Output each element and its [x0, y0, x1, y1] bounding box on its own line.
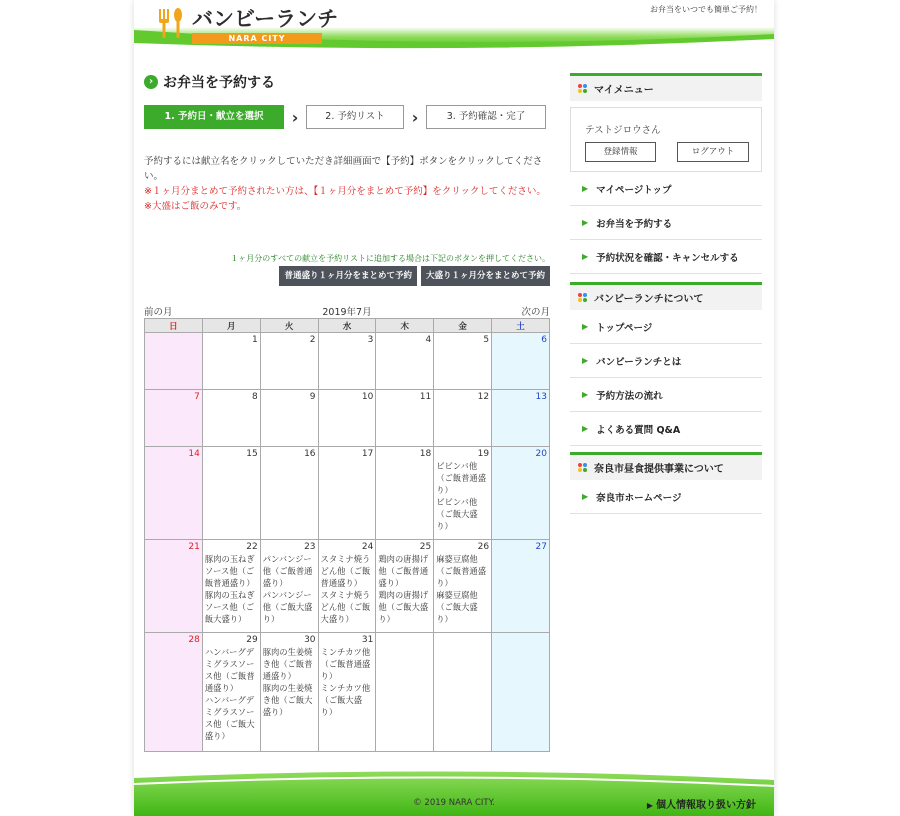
day-number: 10 — [361, 392, 374, 402]
site-header — [134, 0, 774, 52]
sidebar-item-label: バンビーランチとは — [596, 356, 682, 368]
sidebar — [570, 73, 762, 514]
sidebar-item-label: 予約方法の流れ — [596, 390, 663, 402]
next-month-link[interactable]: 次の月 — [521, 307, 550, 318]
sidebar-item-nara-city[interactable] — [570, 480, 762, 514]
calendar-week-row — [145, 447, 550, 540]
calendar-day-cell — [492, 390, 550, 447]
privacy-policy-label: 個人情報取り扱い方針 — [656, 800, 756, 811]
menu-link[interactable]: ビビンバ他（ご飯普通盛り） — [436, 461, 487, 495]
bulk-notice: ※１ヶ月分まとめて予約されたい方は、【１ヶ月分をまとめて予約】をクリックしてください。 — [144, 186, 546, 197]
sidebar-heading-my-menu — [570, 73, 762, 101]
menu-link[interactable]: ミンチカツ他（ご飯普通盛り） — [320, 647, 371, 681]
page-title-text: お弁当を予約する — [163, 75, 275, 91]
day-number: 27 — [535, 542, 547, 552]
day-number: 5 — [483, 335, 490, 345]
day-number: 25 — [419, 542, 432, 552]
weekday-header: 金 — [434, 319, 492, 333]
calendar-body — [145, 333, 550, 752]
step-reservation-list: 2. 予約リスト — [306, 105, 404, 129]
copyright: © 2019 NARA CITY. — [413, 798, 495, 808]
weekday-header: 日 — [145, 319, 203, 333]
current-month: 2019年7月 — [322, 307, 372, 318]
dots-icon — [578, 293, 588, 303]
calendar-day-cell — [376, 447, 434, 540]
menu-link[interactable]: 豚肉の生姜焼き他（ご飯大盛り） — [262, 683, 313, 717]
triangle-right-icon: ▶ — [646, 801, 653, 810]
sidebar-item-status[interactable] — [570, 240, 762, 274]
calendar-day-cell — [145, 390, 203, 447]
calendar-week-row — [145, 540, 550, 633]
calendar-week-row — [145, 633, 550, 752]
calendar-day-cell — [318, 633, 376, 752]
menu-link[interactable]: 麻婆豆腐他（ご飯普通盛り） — [436, 554, 487, 588]
chevron-right-icon: › — [411, 107, 419, 127]
calendar-day-cell — [318, 390, 376, 447]
sidebar-item-label: 予約状況を確認・キャンセルする — [596, 252, 739, 264]
day-number: 8 — [251, 392, 258, 402]
triangle-right-icon: ▶ — [582, 492, 589, 501]
calendar-day-cell — [434, 633, 492, 752]
sidebar-heading-about — [570, 282, 762, 310]
calendar-day-cell — [376, 390, 434, 447]
calendar-day-cell — [376, 540, 434, 633]
triangle-right-icon: ▶ — [582, 390, 589, 399]
instructions — [144, 154, 554, 214]
day-number: 15 — [246, 449, 258, 459]
menu-link[interactable]: ハンバーグデミグラスソース他（ご飯普通盛り） — [204, 647, 255, 693]
menu-link[interactable]: 豚肉の玉ねぎソース他（ご飯普通盛り） — [204, 554, 255, 588]
day-number: 11 — [419, 392, 432, 402]
calendar-day-cell — [202, 447, 260, 540]
day-number: 17 — [361, 449, 374, 459]
menu-link[interactable]: スタミナ焼うどん他（ご飯普通盛り） — [320, 554, 371, 588]
menu-link[interactable]: 豚肉の生姜焼き他（ご飯普通盛り） — [262, 647, 313, 681]
step-select-date: 1. 予約日・献立を選択 — [144, 105, 284, 129]
sidebar-item-reserve[interactable] — [570, 206, 762, 240]
sidebar-item-label: マイページトップ — [596, 184, 672, 196]
calendar-day-cell — [202, 633, 260, 752]
triangle-right-icon: ▶ — [582, 356, 589, 365]
page — [134, 0, 774, 816]
calendar-day-cell — [434, 390, 492, 447]
sidebar-heading-text: 奈良市昼食提供事業について — [594, 464, 724, 475]
sidebar-item-about[interactable] — [570, 344, 762, 378]
day-number: 4 — [425, 335, 432, 345]
profile-button[interactable]: 登録情報 — [585, 142, 656, 162]
sidebar-item-label: トップページ — [596, 322, 653, 334]
menu-link[interactable]: 麻婆豆腐他（ご飯大盛り） — [436, 590, 478, 624]
day-number: 2 — [309, 335, 316, 345]
day-number: 9 — [309, 392, 316, 402]
calendar-day-cell — [145, 447, 203, 540]
day-number: 22 — [246, 542, 258, 552]
day-number: 26 — [477, 542, 490, 552]
calendar-day-cell — [318, 333, 376, 390]
calendar-day-cell — [202, 390, 260, 447]
day-number: 29 — [246, 635, 258, 645]
day-number: 3 — [367, 335, 374, 345]
day-number: 21 — [188, 542, 200, 552]
cutlery-icon — [156, 6, 186, 40]
calendar-day-cell — [492, 447, 550, 540]
bulk-large-button[interactable]: 大盛り１ヶ月分をまとめて予約 — [421, 266, 550, 286]
calendar-day-cell — [434, 333, 492, 390]
dots-icon — [578, 84, 588, 94]
large-rice-notice: ※大盛はご飯のみです。 — [144, 201, 247, 212]
prev-month-link[interactable]: 前の月 — [144, 307, 173, 318]
menu-link[interactable]: ビビンバ他（ご飯大盛り） — [436, 497, 478, 531]
day-number: 24 — [361, 542, 374, 552]
triangle-right-icon: ▶ — [582, 218, 589, 227]
weekday-header: 土 — [492, 319, 550, 333]
chevron-right-icon: › — [144, 75, 158, 89]
day-number: 6 — [541, 335, 547, 345]
weekday-header-row — [145, 319, 550, 333]
calendar-day-cell — [492, 633, 550, 752]
menu-link[interactable]: パンバンジー他（ご飯普通盛り） — [262, 554, 313, 588]
day-number: 1 — [251, 335, 258, 345]
triangle-right-icon: ▶ — [582, 424, 589, 433]
user-name: テストジロウさん — [585, 125, 661, 136]
calendar-day-cell — [202, 333, 260, 390]
day-number: 13 — [535, 392, 547, 402]
sidebar-item-mypage-top[interactable] — [570, 172, 762, 206]
calendar-nav — [144, 304, 550, 316]
calendar-day-cell — [145, 633, 203, 752]
calendar-day-cell — [492, 333, 550, 390]
day-number: 19 — [477, 449, 490, 459]
calendar-day-cell — [145, 540, 203, 633]
sidebar-heading-project — [570, 452, 762, 480]
bulk-note: １ヶ月分のすべての献立を予約リストに追加する場合は下記のボタンを押してください。 — [230, 254, 550, 263]
day-number: 7 — [194, 392, 200, 402]
weekday-header: 火 — [260, 319, 318, 333]
menu-link[interactable]: 鶏肉の唐揚げ他（ご飯大盛り） — [378, 590, 429, 624]
weekday-header: 水 — [318, 319, 376, 333]
calendar-day-cell — [434, 540, 492, 633]
day-number: 31 — [361, 635, 374, 645]
day-number: 12 — [477, 392, 490, 402]
privacy-policy-link[interactable] — [647, 796, 756, 811]
progress-steps — [144, 105, 546, 129]
triangle-right-icon: ▶ — [582, 184, 589, 193]
day-number: 18 — [419, 449, 432, 459]
sidebar-heading-text: マイメニュー — [594, 85, 654, 96]
user-box — [570, 107, 762, 172]
day-number: 23 — [304, 542, 316, 552]
calendar-day-cell — [260, 633, 318, 752]
calendar-day-cell — [318, 447, 376, 540]
logo-title: バンビーランチ — [192, 7, 339, 31]
calendar-day-cell — [318, 540, 376, 633]
menu-link[interactable]: ハンバーグデミグラスソース他（ご飯大盛り） — [204, 695, 255, 741]
calendar-day-cell — [260, 540, 318, 633]
instructions-text: 予約するには献立名をクリックしていただき詳細画面で【予約】ボタンをクリックしてください。 — [144, 156, 543, 182]
calendar — [144, 318, 550, 752]
day-number: 30 — [304, 635, 316, 645]
header-tagline: お弁当をいつでも簡単ご予約！ — [650, 5, 762, 14]
logo-subtitle: NARA CITY — [192, 33, 322, 44]
sidebar-item-top-page[interactable] — [570, 310, 762, 344]
menu-link[interactable]: スタミナ焼うどん他（ご飯大盛り） — [320, 590, 371, 624]
calendar-day-cell — [202, 540, 260, 633]
weekday-header: 月 — [202, 319, 260, 333]
day-number: 20 — [535, 449, 547, 459]
menu-link[interactable]: 鶏肉の唐揚げ他（ご飯普通盛り） — [378, 554, 429, 588]
page-title — [144, 70, 554, 94]
calendar-day-cell — [260, 390, 318, 447]
calendar-week-row — [145, 333, 550, 390]
calendar-day-cell — [145, 333, 203, 390]
bulk-buttons — [279, 266, 550, 286]
main-content — [144, 70, 554, 741]
calendar-day-cell — [434, 447, 492, 540]
sidebar-item-label: 奈良市ホームページ — [596, 492, 682, 504]
dots-icon — [578, 463, 588, 473]
day-number: 16 — [304, 449, 316, 459]
weekday-header: 木 — [376, 319, 434, 333]
day-number: 28 — [188, 635, 200, 645]
sidebar-heading-text: バンビーランチについて — [594, 294, 704, 305]
sidebar-item-faq[interactable] — [570, 412, 762, 446]
menu-link[interactable]: 豚肉の玉ねぎソース他（ご飯大盛り） — [204, 590, 255, 624]
menu-link[interactable]: パンバンジー他（ご飯大盛り） — [262, 590, 313, 624]
triangle-right-icon: ▶ — [582, 322, 589, 331]
logout-button[interactable]: ログアウト — [677, 142, 749, 162]
site-footer — [134, 770, 774, 816]
day-number: 14 — [188, 449, 200, 459]
calendar-week-row — [145, 390, 550, 447]
calendar-day-cell — [260, 447, 318, 540]
sidebar-item-label: よくある質問 Q&A — [596, 424, 681, 436]
sidebar-item-label: お弁当を予約する — [596, 218, 673, 230]
calendar-day-cell — [260, 333, 318, 390]
menu-link[interactable]: ミンチカツ他（ご飯大盛り） — [320, 683, 371, 717]
calendar-day-cell — [376, 633, 434, 752]
calendar-day-cell — [376, 333, 434, 390]
bulk-normal-button[interactable]: 普通盛り１ヶ月分をまとめて予約 — [279, 266, 417, 286]
step-confirm-complete: 3. 予約確認・完了 — [426, 105, 546, 129]
calendar-day-cell — [492, 540, 550, 633]
chevron-right-icon: › — [291, 107, 299, 127]
sidebar-item-flow[interactable] — [570, 378, 762, 412]
triangle-right-icon: ▶ — [582, 252, 589, 261]
